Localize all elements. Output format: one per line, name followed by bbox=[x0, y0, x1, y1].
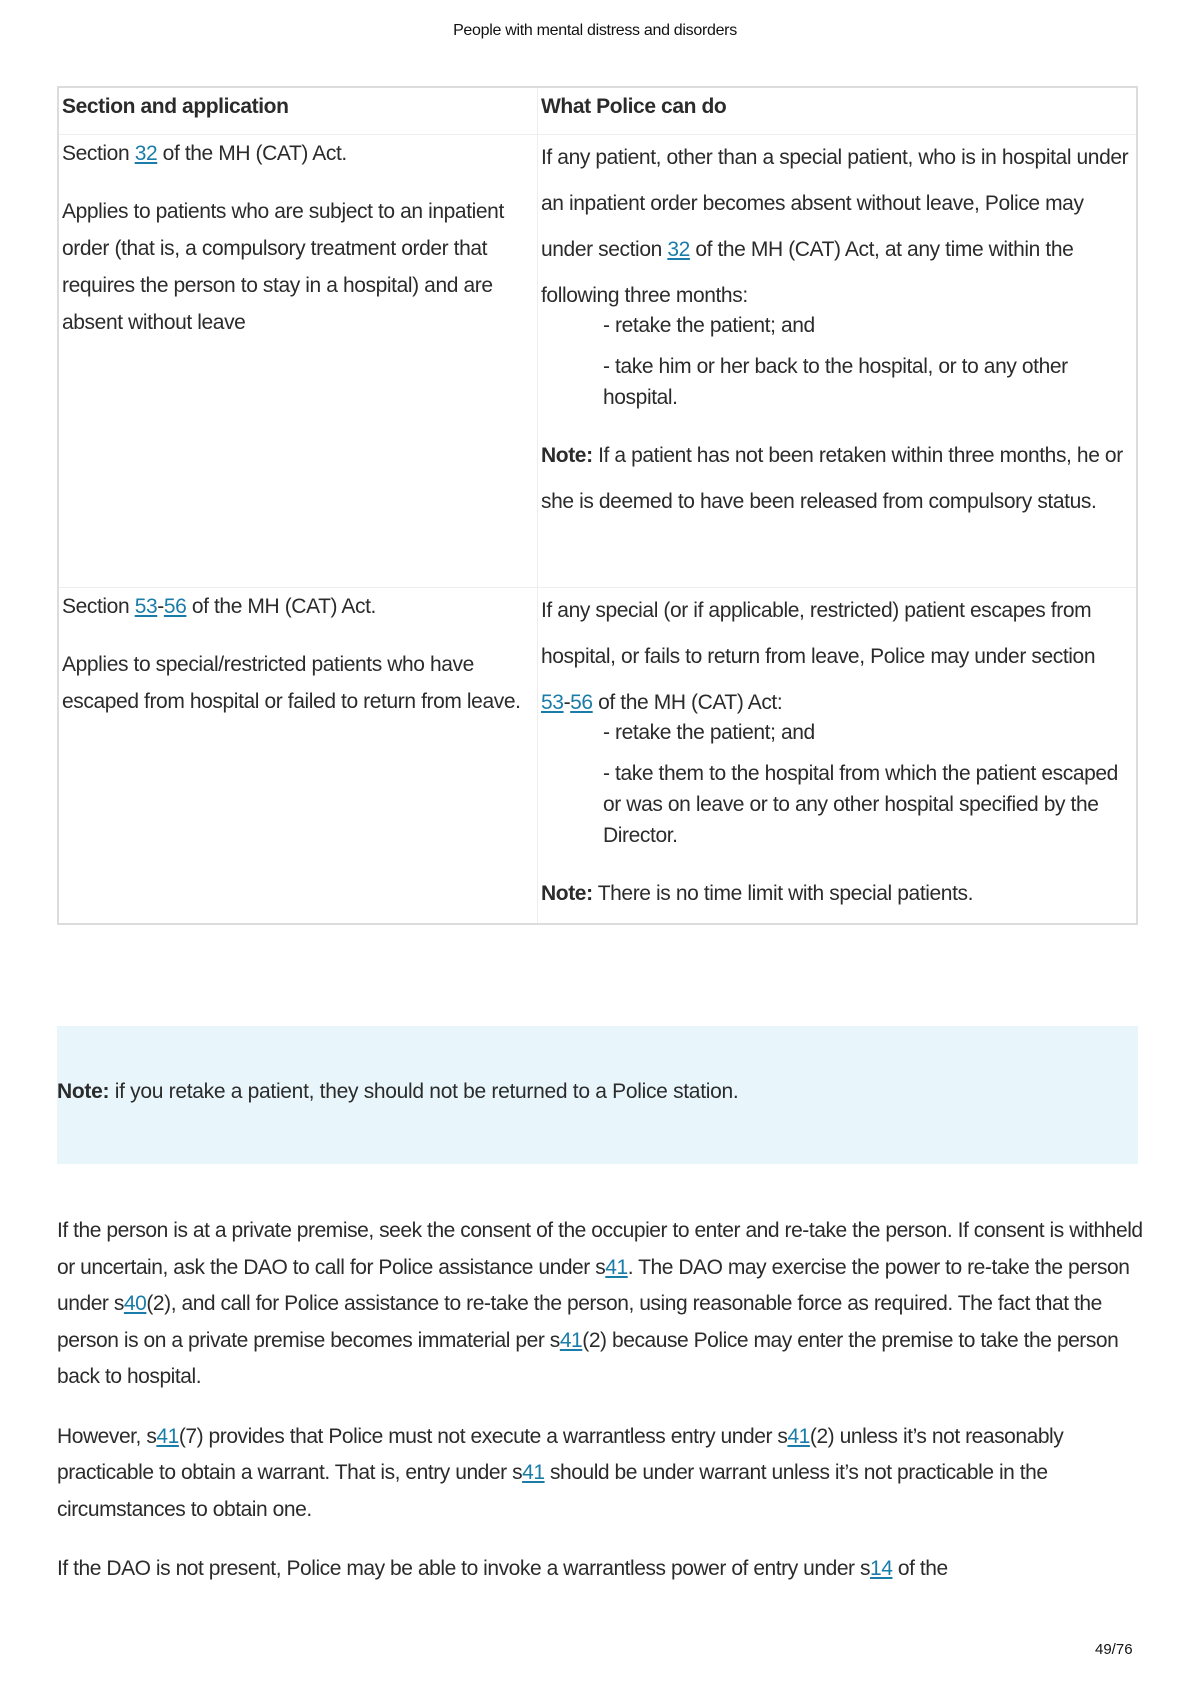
text: Section bbox=[62, 595, 135, 618]
table-row bbox=[58, 588, 1137, 924]
list-item: - take him or her back to the hospital, or to any other hospital. bbox=[603, 354, 1068, 409]
note-text: If a patient has not been retaken within three months, he or she is deemed to have been released from compulsory status. bbox=[541, 443, 1123, 513]
note-label: Note: bbox=[541, 443, 593, 467]
section-link[interactable]: 40 bbox=[123, 1292, 147, 1315]
text: - bbox=[157, 595, 164, 618]
section-link[interactable]: 14 bbox=[870, 1557, 893, 1580]
section-link[interactable]: 32 bbox=[134, 142, 158, 165]
section-link[interactable]: 41 bbox=[559, 1328, 583, 1352]
paragraph: However, s41(7) provides that Police must not execute a warrantless entry under s41(2) unless it’s not reasonably practicable to obtain a warrant. That is, entry under s41 should be under warrant unless it’s not practicable in the circumstances to obtain one. bbox=[57, 1424, 1064, 1521]
police-powers-cell bbox=[538, 135, 1138, 588]
note-text: if you retake a patient, they should not be returned to a Police station. bbox=[109, 1080, 739, 1103]
table-row bbox=[58, 135, 1137, 588]
section-link[interactable]: 32 bbox=[667, 238, 690, 261]
section-link[interactable]: 53 bbox=[541, 691, 564, 714]
list-item: - retake the patient; and bbox=[603, 721, 815, 744]
column-header: What Police can do bbox=[538, 87, 1138, 135]
running-header: People with mental distress and disorders bbox=[453, 22, 737, 39]
section-cell bbox=[58, 588, 538, 924]
powers-table bbox=[57, 86, 1138, 925]
text: Section bbox=[62, 142, 135, 165]
body-text bbox=[57, 1213, 1147, 1611]
text: If any patient, other than a special patient, who is in hospital under an inpatient order becomes absent without leave, Police may under section bbox=[541, 146, 1129, 261]
note-text: There is no time limit with special patients. bbox=[592, 881, 974, 905]
paragraph: If the person is at a private premise, seek the consent of the occupier to enter and re-take the person. If consent is withheld or uncertain, ask the DAO to call for Police assistance under s41. The DAO may exercise the power to re-take the person under s40(2), and call for Police assistance to re-take the person, using reasonable force as required. The fact that the person is on a private premise becomes immaterial per s41(2) because Police may enter the premise to take the person back to hospital. bbox=[57, 1219, 1143, 1388]
section-link[interactable]: 56 bbox=[163, 595, 187, 618]
list-item: - take them to the hospital from which the patient escaped or was on leave or to any other hospital specified by the Director. bbox=[603, 761, 1118, 847]
application-text: Applies to patients who are subject to an inpatient order (that is, a compulsory treatment order that requires the person to stay in a hospital) and are absent without leave bbox=[62, 199, 504, 334]
application-text: Applies to special/restricted patients who have escaped from hospital or failed to return from leave. bbox=[62, 652, 521, 713]
note-callout bbox=[57, 1026, 1138, 1164]
note-label: Note: bbox=[541, 881, 593, 905]
section-link[interactable]: 41 bbox=[605, 1255, 628, 1279]
section-link[interactable]: 56 bbox=[570, 691, 593, 714]
paragraph: If the DAO is not present, Police may be able to invoke a warrantless power of entry under s14 of the bbox=[57, 1557, 948, 1580]
section-cell bbox=[58, 135, 538, 588]
section-link[interactable]: 41 bbox=[522, 1461, 545, 1484]
police-powers-cell bbox=[538, 588, 1138, 924]
section-link[interactable]: 41 bbox=[787, 1424, 810, 1448]
section-link[interactable]: 41 bbox=[156, 1424, 179, 1448]
text: of the MH (CAT) Act, at any time within the following three months: bbox=[541, 238, 1074, 307]
note-label: Note: bbox=[57, 1080, 110, 1103]
list-item: - retake the patient; and bbox=[603, 314, 815, 337]
table-header-row bbox=[58, 87, 1137, 135]
text: of the MH (CAT) Act. bbox=[186, 595, 376, 618]
page-number: 49/76 bbox=[1095, 1641, 1133, 1658]
text: If any special (or if applicable, restricted) patient escapes from hospital, or fails to return from leave, Police may under section bbox=[541, 599, 1096, 668]
text: of the MH (CAT) Act. bbox=[157, 142, 347, 165]
section-link[interactable]: 53 bbox=[134, 595, 158, 618]
column-header: Section and application bbox=[58, 87, 538, 135]
text: of the MH (CAT) Act: bbox=[592, 691, 783, 714]
text: - bbox=[563, 691, 571, 714]
